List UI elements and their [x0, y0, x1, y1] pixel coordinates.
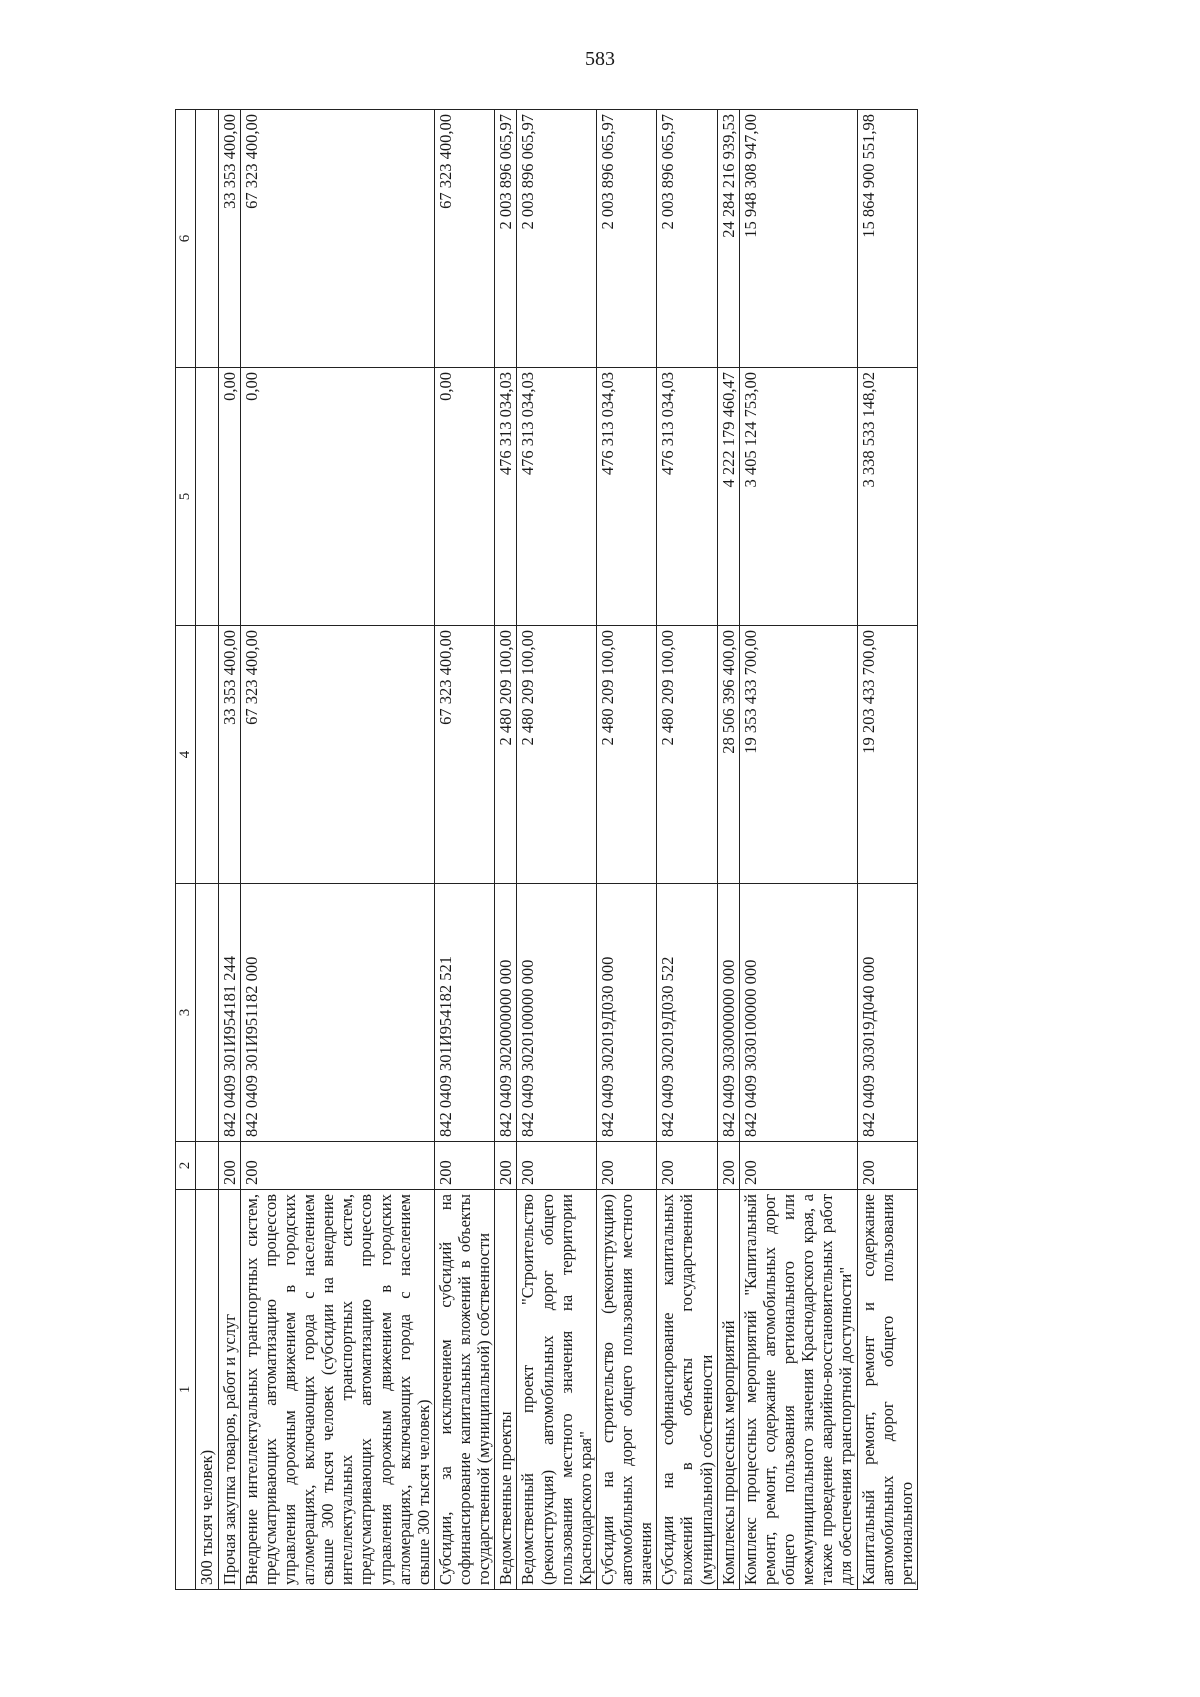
row-value-6: 33 353 400,00: [218, 110, 240, 368]
row-value-4: 2 480 209 100,00: [657, 626, 717, 884]
table-row: [240, 110, 434, 1590]
column-header: 2: [176, 1142, 196, 1190]
row-budget-code: 842 0409 3030000000 000: [717, 884, 739, 1142]
table-row: [657, 110, 717, 1590]
row-value-6: 15 864 900 551,98: [857, 110, 917, 368]
row-value-6: 2 003 896 065,97: [517, 110, 597, 368]
row-budget-code: 842 0409 302019Д030 522: [657, 884, 717, 1142]
column-header: 1: [176, 1190, 196, 1590]
row-code-col2: [196, 1142, 218, 1190]
row-value-4: 19 203 433 700,00: [857, 626, 917, 884]
row-value-6: 24 284 216 939,53: [717, 110, 739, 368]
row-value-5: 476 313 034,03: [495, 368, 517, 626]
row-budget-code: 842 0409 301И951182 000: [240, 884, 434, 1142]
row-budget-code: 842 0409 3020100000 000: [517, 884, 597, 1142]
row-value-6: [196, 110, 218, 368]
row-value-6: 2 003 896 065,97: [495, 110, 517, 368]
row-name: Комплекс процессных мероприятий "Капитальный ремонт, ремонт, содержание автомобильных дорог общего пользования регионального или межмуниципального значения Краснодарского края, а также проведение аварийно-восстановительных работ для обеспечения транспортной доступности": [739, 1190, 857, 1590]
row-value-4: 67 323 400,00: [434, 626, 494, 884]
column-header: 4: [176, 626, 196, 884]
row-code-col2: 200: [657, 1142, 717, 1190]
row-value-5: 3 405 124 753,00: [739, 368, 857, 626]
row-code-col2: 200: [517, 1142, 597, 1190]
row-value-6: 67 323 400,00: [434, 110, 494, 368]
row-value-6: 2 003 896 065,97: [596, 110, 656, 368]
table-row: [739, 110, 857, 1590]
table-row: [596, 110, 656, 1590]
table-row: [517, 110, 597, 1590]
table-row: [495, 110, 517, 1590]
row-name: Внедрение интеллектуальных транспортных систем, предусматривающих автоматизацию процессов управления дорожным движением в городских агломерациях, включающих города с населением свыше 300 тысяч человек (субсидии на внедрение интеллектуальных транспортных систем, предусматривающих автоматизацию процессов управления дорожным движением в городских агломерациях, включающих города с населением свыше 300 тысяч человек): [240, 1190, 434, 1590]
row-code-col2: 200: [240, 1142, 434, 1190]
table-header-row: [176, 110, 196, 1590]
row-code-col2: 200: [857, 1142, 917, 1190]
row-budget-code: 842 0409 301И954182 521: [434, 884, 494, 1142]
row-budget-code: 842 0409 302019Д030 000: [596, 884, 656, 1142]
row-value-4: 33 353 400,00: [218, 626, 240, 884]
row-name: Субсидии на софинансирование капитальных вложений в объекты государственной (муниципальной) собственности: [657, 1190, 717, 1590]
row-value-6: 2 003 896 065,97: [657, 110, 717, 368]
row-budget-code: 842 0409 3020000000 000: [495, 884, 517, 1142]
row-value-6: 67 323 400,00: [240, 110, 434, 368]
row-budget-code: 842 0409 3030100000 000: [739, 884, 857, 1142]
row-value-5: 476 313 034,03: [517, 368, 597, 626]
row-value-4: 2 480 209 100,00: [517, 626, 597, 884]
row-name: Капитальный ремонт, ремонт и содержание автомобильных дорог общего пользования регионального: [857, 1190, 917, 1590]
row-value-4: 28 506 396 400,00: [717, 626, 739, 884]
row-value-4: 2 480 209 100,00: [596, 626, 656, 884]
row-value-4: 2 480 209 100,00: [495, 626, 517, 884]
column-header: 3: [176, 884, 196, 1142]
table-row: [857, 110, 917, 1590]
row-code-col2: 200: [739, 1142, 857, 1190]
row-value-4: [196, 626, 218, 884]
table-row: [196, 110, 218, 1590]
row-code-col2: 200: [495, 1142, 517, 1190]
row-value-5: 0,00: [218, 368, 240, 626]
row-value-5: 3 338 533 148,02: [857, 368, 917, 626]
row-value-4: 67 323 400,00: [240, 626, 434, 884]
table-row: [434, 110, 494, 1590]
row-budget-code: 842 0409 301И954181 244: [218, 884, 240, 1142]
row-budget-code: 842 0409 303019Д040 000: [857, 884, 917, 1142]
row-code-col2: 200: [218, 1142, 240, 1190]
row-value-5: 476 313 034,03: [596, 368, 656, 626]
row-code-col2: 200: [434, 1142, 494, 1190]
row-name: Ведомственный проект "Строительство (реконструкция) автомобильных дорог общего пользования местного значения на территории Краснодарского края": [517, 1190, 597, 1590]
row-name: Ведомственные проекты: [495, 1190, 517, 1590]
row-value-4: 19 353 433 700,00: [739, 626, 857, 884]
row-value-6: 15 948 308 947,00: [739, 110, 857, 368]
row-value-5: 476 313 034,03: [657, 368, 717, 626]
row-budget-code: [196, 884, 218, 1142]
row-name: Комплексы процессных мероприятий: [717, 1190, 739, 1590]
row-name: Субсидии на строительство (реконструкцию) автомобильных дорог общего пользования местного значения: [596, 1190, 656, 1590]
row-name: 300 тысяч человек): [196, 1190, 218, 1590]
row-value-5: 0,00: [434, 368, 494, 626]
column-header: 5: [176, 368, 196, 626]
row-code-col2: 200: [596, 1142, 656, 1190]
row-value-5: 0,00: [240, 368, 434, 626]
row-name: Прочая закупка товаров, работ и услуг: [218, 1190, 240, 1590]
row-value-5: [196, 368, 218, 626]
rotated-table-container: [175, 110, 1075, 1590]
row-code-col2: 200: [717, 1142, 739, 1190]
column-header: 6: [176, 110, 196, 368]
table-row: [218, 110, 240, 1590]
row-value-5: 4 222 179 460,47: [717, 368, 739, 626]
budget-table: [175, 109, 918, 1590]
table-row: [717, 110, 739, 1590]
row-name: Субсидии, за исключением субсидий на софинансирование капитальных вложений в объекты государственной (муниципальной) собственности: [434, 1190, 494, 1590]
page-number: 583: [585, 48, 615, 70]
